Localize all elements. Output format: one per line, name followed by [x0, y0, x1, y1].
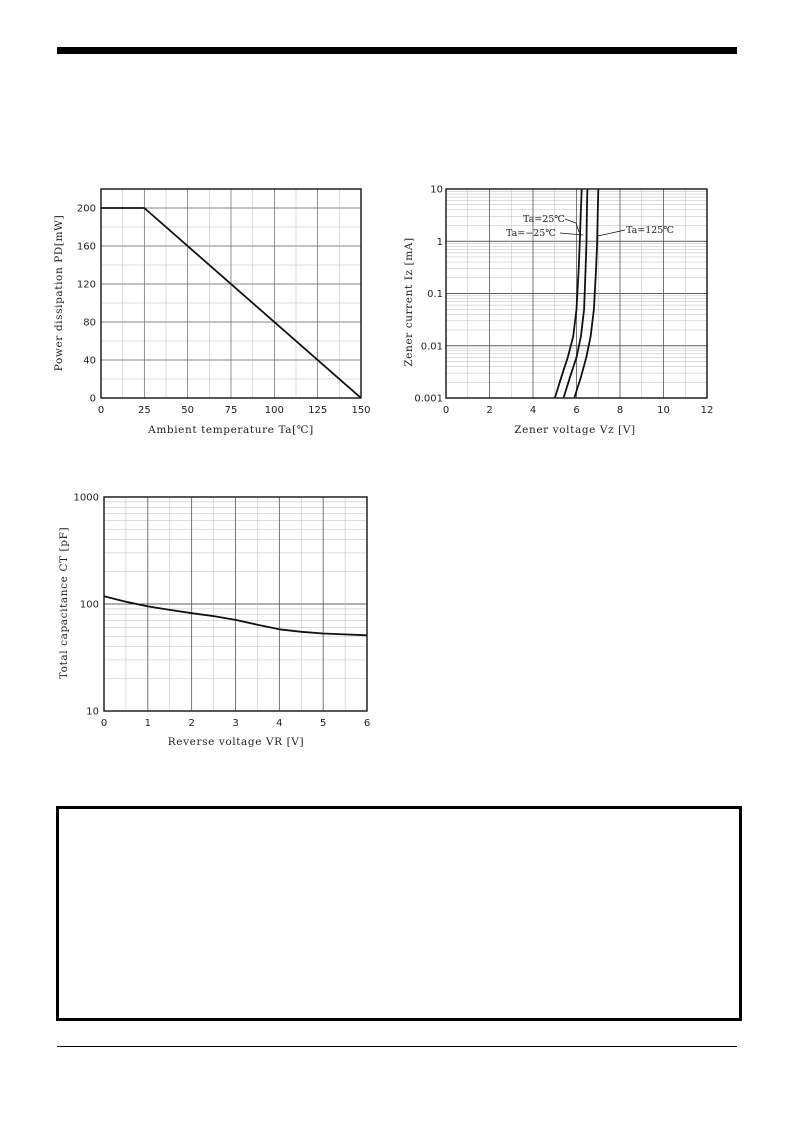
grid-lines	[101, 189, 361, 398]
x-tick-label: 2	[188, 718, 195, 729]
x-tick-label: 50	[181, 405, 195, 416]
y-tick-label: 0.1	[427, 289, 443, 300]
series-line-3	[574, 189, 598, 398]
series-line-1	[101, 208, 361, 398]
x-tick-label: 3	[232, 718, 239, 729]
footer-rule	[57, 1046, 737, 1047]
annotation-leader	[560, 233, 583, 235]
annotation-ta-minus25: Ta=−25℃	[506, 228, 556, 239]
x-tick-label: 125	[308, 405, 328, 416]
notice-box	[56, 806, 742, 1021]
annotation-leader	[565, 219, 579, 232]
y-tick-label: 0	[89, 393, 96, 405]
y-tick-label: 0.001	[414, 393, 443, 405]
grid-lines	[104, 497, 367, 711]
x-tick-label: 6	[363, 718, 371, 729]
y-tick-label: 160	[76, 241, 96, 253]
x-tick-label: 100	[264, 405, 284, 416]
series-line-1	[555, 189, 582, 398]
x-tick-label: 6	[573, 405, 580, 416]
plot-frame	[446, 189, 707, 398]
y-axis-label: Power dissipation PD[mW]	[53, 214, 65, 372]
y-tick-label: 10	[86, 706, 99, 718]
y-tick-label: 80	[83, 317, 96, 329]
plot-frame	[101, 189, 361, 398]
annotation-ta-125: Ta=125℃	[626, 225, 674, 236]
series-line-2	[564, 189, 588, 398]
grid-lines	[446, 189, 707, 398]
x-tick-label: 25	[137, 405, 151, 416]
x-axis-label: Reverse voltage VR [V]	[167, 736, 305, 748]
y-tick-label: 200	[76, 203, 96, 215]
x-tick-label: 0	[100, 718, 108, 729]
x-axis-label: Zener voltage Vz [V]	[514, 424, 636, 436]
series-line-1	[104, 596, 367, 635]
x-tick-label: 5	[319, 718, 327, 729]
x-tick-label: 1	[144, 718, 152, 729]
plot-frame	[104, 497, 367, 711]
y-tick-label: 10	[430, 184, 443, 196]
annotations	[506, 214, 674, 239]
y-tick-label: 40	[83, 355, 96, 367]
x-tick-label: 10	[657, 405, 670, 416]
x-tick-label: 4	[276, 718, 283, 729]
x-tick-label: 2	[486, 405, 493, 416]
x-tick-label: 75	[224, 405, 238, 416]
chart-3	[58, 493, 370, 749]
y-tick-label: 120	[76, 279, 96, 291]
x-tick-label: 4	[529, 405, 537, 416]
y-tick-label: 100	[79, 599, 99, 611]
y-tick-label: 0.01	[420, 341, 443, 353]
chart-2	[403, 185, 713, 437]
y-axis-label: Zener current Iz [mA]	[403, 237, 415, 367]
x-tick-label: 150	[351, 405, 371, 416]
y-tick-label: 1	[436, 236, 443, 248]
x-tick-label: 8	[616, 405, 624, 416]
y-axis-label: Total capacitance CT [pF]	[58, 526, 70, 680]
x-tick-label: 0	[97, 405, 105, 416]
y-tick-label: 1000	[73, 492, 99, 504]
x-axis-label: Ambient temperature Ta[℃]	[148, 424, 314, 436]
x-tick-label: 12	[700, 405, 714, 416]
header-bar	[57, 47, 737, 54]
chart-1	[53, 189, 371, 436]
x-tick-label: 0	[442, 405, 450, 416]
annotation-leader	[598, 230, 625, 236]
annotation-ta-25: Ta=25℃	[523, 214, 565, 225]
